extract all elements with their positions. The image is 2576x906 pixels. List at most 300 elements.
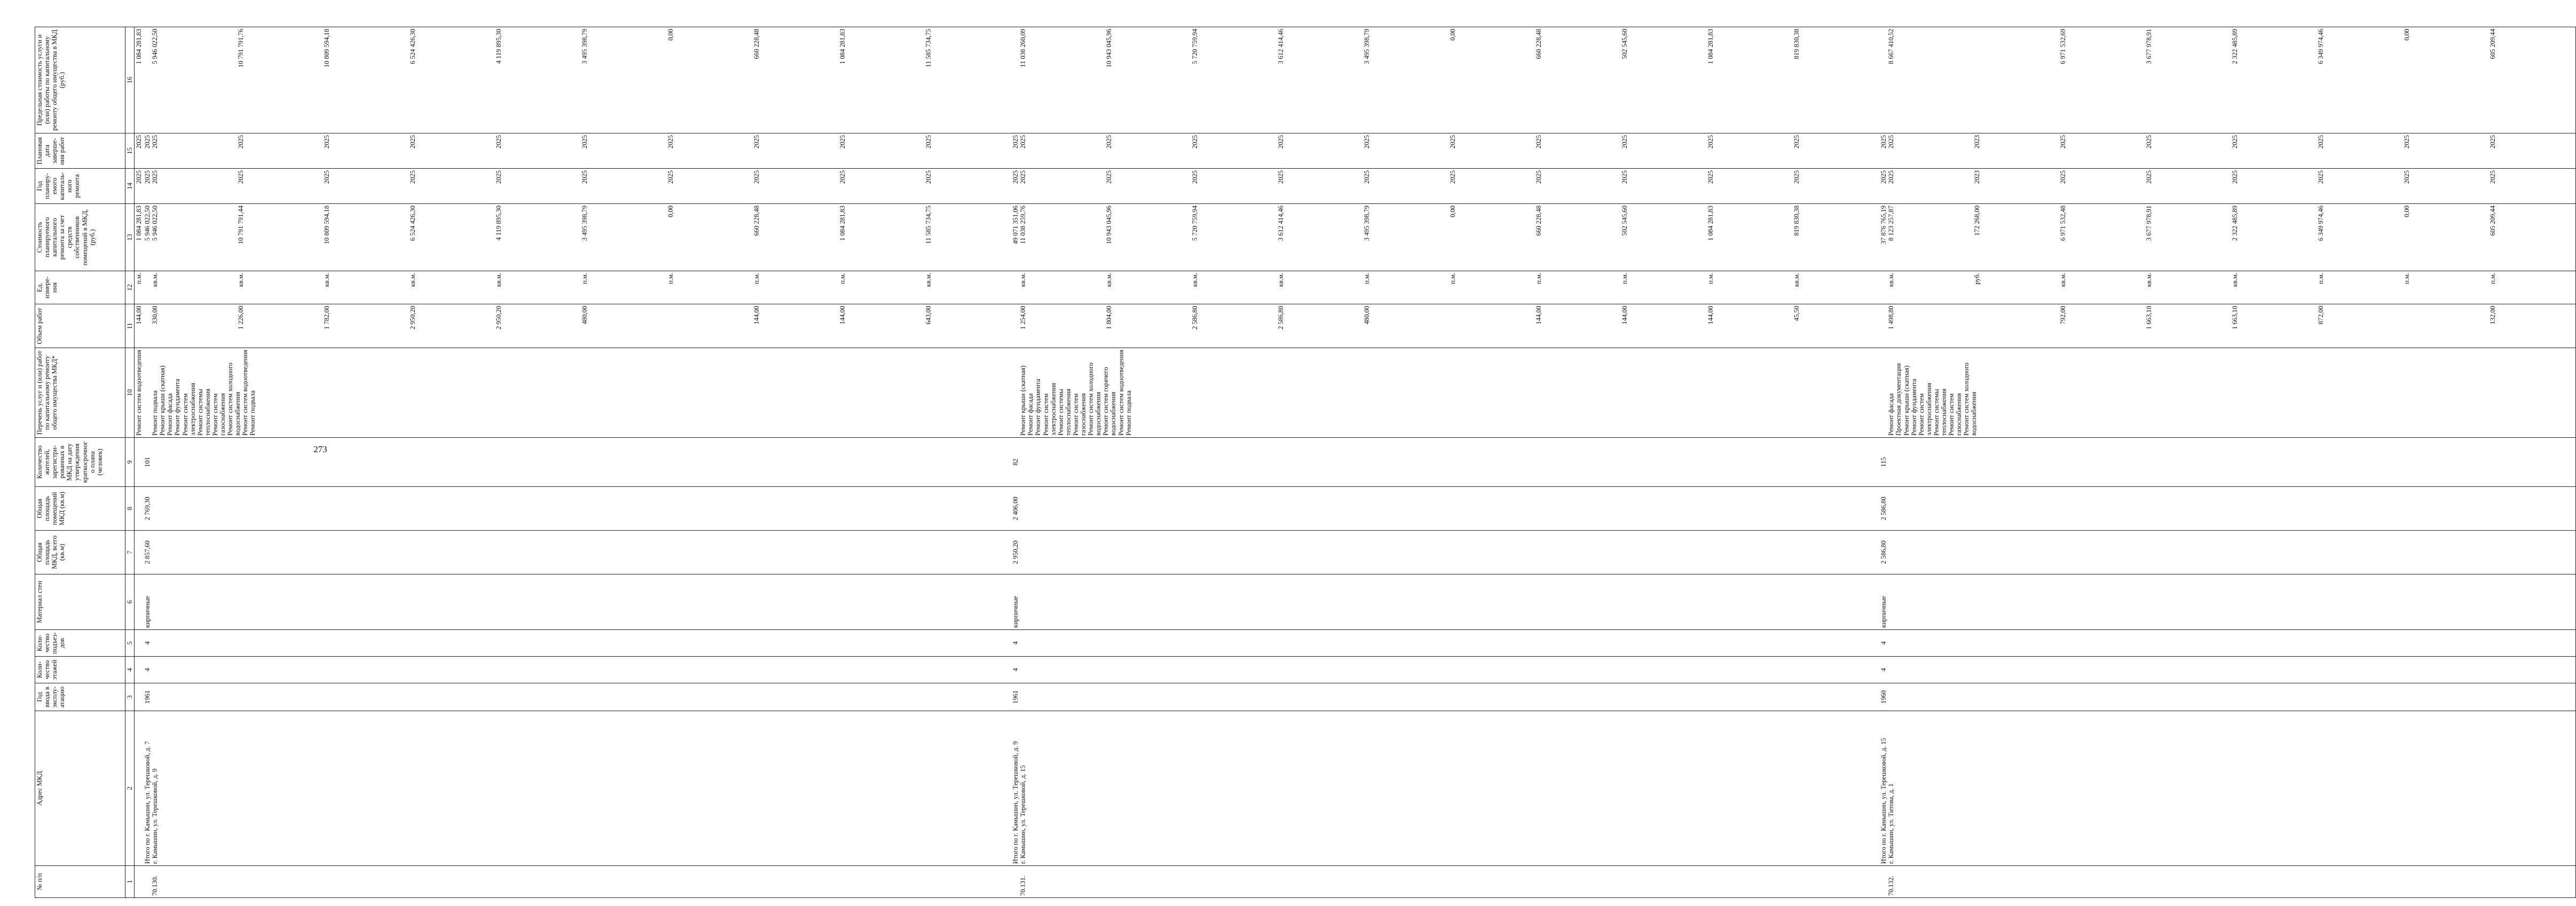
end-date: 2025 — [323, 135, 331, 149]
address-cell — [143, 711, 1011, 866]
column-header: Материал стен — [35, 574, 125, 630]
cost-value-column — [143, 204, 1011, 271]
cost-value: 5 946 022,50 — [151, 206, 159, 241]
work-name: Ремонт фундамента — [1034, 379, 1042, 436]
unit-value: п.м. — [2317, 273, 2325, 285]
building-row — [143, 27, 1011, 898]
cost-value: 605 209,44 — [2489, 206, 2497, 236]
column-header: Предельная стоимость услуги и (или) работы по капитальному ремонту общего имущества в МКД (руб.) — [35, 27, 125, 133]
work-name: Ремонт систем газоснабжения — [211, 393, 227, 436]
unit-value: кв.м. — [1191, 273, 1199, 287]
spacer — [1880, 350, 1887, 436]
column-header: Общая площадь помещений МКД (кв.м) — [35, 487, 125, 531]
work-name: Ремонт фундамента — [174, 379, 182, 436]
unit-value-column — [143, 271, 1011, 304]
resident-count-cell — [1011, 438, 1879, 487]
work-name: Ремонт системы теплоснабжения — [196, 388, 211, 436]
work-name: Ремонт систем холодного водоснабжения — [1087, 363, 1102, 436]
total-label: Итого по г. Камышин, ул. Терешковой, д. 7 — [144, 741, 152, 864]
end-date: 2025 — [1793, 135, 1801, 149]
table-row — [135, 27, 144, 898]
repair-year: 2025 — [2403, 170, 2411, 184]
limit-value: 11 038 260,09 — [1019, 29, 1027, 67]
resident-count: 115 — [1880, 457, 1888, 467]
wall-material-cell — [1011, 574, 1879, 630]
wall-material: кирпичные — [1880, 596, 1888, 628]
total-cost-value: 37 876 765,19 — [1880, 206, 1888, 245]
end-date: 2025 — [667, 135, 675, 149]
table-header — [35, 27, 135, 898]
total-area: 2 950,20 — [1012, 540, 1020, 564]
cost-value: 5 720 759,94 — [1191, 206, 1199, 241]
volume-value: 2 586,80 — [1191, 306, 1199, 330]
rooms-area: 2 586,80 — [1880, 497, 1888, 521]
end-cell — [135, 133, 144, 169]
column-number: 3 — [125, 683, 135, 711]
limit-value: 1 084 281,83 — [1707, 29, 1715, 65]
entrance-count: 4 — [144, 641, 152, 645]
volume-value-column — [1879, 304, 2576, 348]
column-header: Адрес МКД — [35, 711, 125, 866]
unit-value: п.м. — [581, 273, 589, 285]
volume-value — [2403, 306, 2489, 346]
work-name: Ремонт крыши (скатная) — [1019, 365, 1027, 436]
address: г. Камышин, ул. Титова, д. 1 — [1887, 783, 1895, 864]
floor-count-cell — [1011, 657, 1879, 683]
floor-count: 4 — [1012, 668, 1020, 672]
limit-value — [1973, 29, 2059, 131]
work-name: Ремонт крыши (скатная) — [159, 365, 167, 436]
volume-value: 330,00 — [151, 306, 159, 325]
end-date: 2025 — [495, 135, 503, 149]
end-date: 2025 — [409, 135, 417, 149]
total-cost-value: 5 946 022,50 — [144, 206, 152, 241]
work-name: Ремонт фасада — [166, 393, 174, 436]
column-number: 1 — [125, 866, 135, 898]
year-cell — [135, 169, 144, 204]
limit-value: 5 946 022,50 — [151, 29, 159, 65]
total-repair-year: 2025 — [144, 170, 152, 184]
end-date: 2025 — [135, 135, 143, 149]
column-number: 15 — [125, 133, 135, 169]
end-date: 2025 — [581, 135, 589, 149]
limit-value: 6 349 974,46 — [2317, 29, 2325, 65]
limit-value: 11 585 734,75 — [925, 29, 933, 67]
repair-year: 2025 — [667, 170, 675, 184]
work-name: Ремонт системы теплоснабжения — [1057, 388, 1072, 436]
total-label: Итого по г. Камышин, ул. Терешковой, д. 9 — [1012, 741, 1020, 864]
repair-year: 2025 — [753, 170, 761, 184]
spacer — [1880, 306, 1887, 346]
work-name: Ремонт фасада — [1887, 393, 1895, 436]
cost-value: 0,00 — [2403, 206, 2411, 218]
cost-value: 3 495 398,79 — [581, 206, 589, 241]
unit-value: кв.м. — [1887, 273, 1895, 287]
repair-year-column — [1011, 169, 1879, 204]
end-date: 2025 — [1621, 135, 1629, 149]
repair-year: 2025 — [1105, 170, 1113, 184]
volume-value: 643,00 — [925, 306, 933, 325]
work-name-cell — [135, 348, 144, 438]
unit-value: кв.м. — [2145, 273, 2153, 287]
volume-value: 1 254,00 — [1019, 306, 1027, 330]
commission-year-cell — [1011, 683, 1879, 711]
unit-value: кв.м. — [151, 273, 159, 287]
limit-value: 660 228,48 — [1535, 29, 1543, 59]
unit-value: кв.м. — [1105, 273, 1113, 287]
repair-year: 2025 — [839, 170, 847, 184]
end-date-column — [1879, 133, 2576, 169]
limit-value-column — [1879, 27, 2576, 133]
end-date: 2025 — [1707, 135, 1715, 149]
total-area-cell — [1011, 531, 1879, 574]
repair-year: 2025 — [1191, 170, 1199, 184]
repair-year: 2025 — [1277, 170, 1285, 184]
limit-value: 5 720 759,94 — [1191, 29, 1199, 65]
spacer — [144, 350, 151, 436]
row-number: 70.131. — [1019, 876, 1027, 896]
wall-material: кирпичные — [1012, 596, 1020, 628]
repair-year: 2023 — [1973, 170, 1981, 184]
end-date: 2025 — [2489, 135, 2497, 149]
rooms-area: 2 769,30 — [144, 497, 152, 521]
repair-year: 2025 — [409, 170, 417, 184]
unit-value: п.м. — [135, 273, 143, 285]
spacer — [144, 29, 151, 131]
work-name: Проектная документация — [1895, 363, 1903, 436]
unit-value: кв.м. — [237, 273, 245, 287]
volume-value: 1 498,80 — [1887, 306, 1895, 330]
commission-year-cell — [143, 683, 1011, 711]
end-date: 2025 — [1019, 135, 1027, 149]
total-end-date: 2025 — [144, 135, 152, 149]
limit-value: 4 119 895,30 — [495, 29, 503, 64]
cost-value: 11 038 259,76 — [1019, 206, 1027, 244]
volume-value — [1449, 306, 1535, 346]
cost-value-column — [1011, 204, 1879, 271]
cost-value: 10 943 045,96 — [1105, 206, 1113, 245]
column-number: 5 — [125, 630, 135, 657]
wall-material-cell — [143, 574, 1011, 630]
repair-year: 2025 — [135, 170, 143, 184]
entrance-count-cell — [1011, 630, 1879, 657]
unit-value: кв.м. — [1019, 273, 1027, 287]
column-number: 2 — [125, 711, 135, 866]
limit-value: 2 322 485,89 — [2231, 29, 2239, 65]
end-date: 2025 — [1535, 135, 1543, 149]
floor-count: 4 — [1880, 668, 1888, 672]
volume-value-column — [1011, 304, 1879, 348]
volume-value: 480,00 — [1363, 306, 1371, 325]
limit-value: 1 084 281,83 — [839, 29, 847, 65]
rooms-area-cell — [143, 487, 1011, 531]
spacer — [1012, 868, 1019, 896]
column-number: 16 — [125, 27, 135, 133]
total-area: 2 586,80 — [1880, 540, 1888, 564]
unit-value: п.м. — [2489, 273, 2497, 285]
repair-year: 2025 — [2059, 170, 2067, 184]
commission-year: 1961 — [144, 690, 152, 704]
limit-value: 0,00 — [1449, 29, 1457, 41]
work-name: Ремонт подвала — [1124, 390, 1132, 436]
empty-cell — [135, 531, 144, 574]
column-header: Коли-чество подъез-дов — [35, 630, 125, 657]
end-date: 2025 — [2145, 135, 2153, 149]
cost-value: 3 612 414,46 — [1277, 206, 1285, 241]
end-date: 2025 — [753, 135, 761, 149]
cost-value: 2 322 485,89 — [2231, 206, 2239, 241]
total-end-date: 2025 — [1880, 135, 1888, 149]
end-date-column — [1011, 133, 1879, 169]
volume-value: 792,00 — [2059, 306, 2067, 325]
limit-value: 10 791 791,76 — [237, 29, 245, 68]
total-cost-value: 49 071 351,06 — [1012, 206, 1020, 245]
unit-value: п.м. — [753, 273, 761, 285]
work-name: Ремонт систем холодного водоснабжения — [226, 363, 242, 436]
work-name: Ремонт систем холодного водоснабжения — [1963, 363, 1978, 436]
work-name: Ремонт фундамента — [1910, 379, 1918, 436]
volume-value: 2 950,20 — [495, 306, 503, 330]
volume-value — [667, 306, 753, 346]
limit-value: 0,00 — [667, 29, 675, 41]
limit-value: 8 667 410,52 — [1887, 29, 1895, 65]
column-number: 14 — [125, 169, 135, 204]
volume-value: 480,00 — [581, 306, 589, 325]
repair-year: 2025 — [1621, 170, 1629, 184]
row-number-cell — [143, 866, 1011, 898]
volume-cell — [135, 304, 144, 348]
spacer — [1880, 868, 1887, 896]
unit-value: п.м. — [1363, 273, 1371, 285]
spacer — [144, 273, 151, 302]
volume-value: 1 663,10 — [2231, 306, 2239, 330]
spacer — [1880, 273, 1887, 302]
cost-value: 0,00 — [667, 206, 675, 218]
end-date: 2025 — [2403, 135, 2411, 149]
unit-value: п.м. — [1621, 273, 1629, 285]
unit-value: п.м. — [1535, 273, 1543, 285]
end-date: 2023 — [1973, 135, 1981, 149]
work-name: Ремонт систем газоснабжения — [1948, 393, 1963, 436]
resident-count-cell — [1879, 438, 2576, 487]
total-area: 2 857,60 — [144, 540, 152, 564]
spacer — [144, 306, 151, 346]
header-row — [35, 27, 125, 898]
cost-value: 1 084 281,83 — [1707, 206, 1715, 241]
cost-value: 0,00 — [1449, 206, 1457, 218]
volume-value: 144,00 — [1621, 306, 1629, 325]
volume-value: 144,00 — [753, 306, 761, 325]
row-number-cell — [1879, 866, 2576, 898]
limit-value: 10 943 045,96 — [1105, 29, 1113, 68]
end-date: 2025 — [1363, 135, 1371, 149]
end-date: 2025 — [151, 135, 159, 149]
limit-value-column — [1011, 27, 1879, 133]
column-number: 12 — [125, 271, 135, 304]
volume-value — [1973, 306, 2059, 346]
limit-value: 1 084 281,83 — [135, 29, 143, 65]
work-name: Ремонт подвала — [151, 390, 159, 436]
repair-year-column — [143, 169, 1011, 204]
unit-value: кв.м. — [409, 273, 417, 287]
limit-value: 660 228,48 — [753, 29, 761, 59]
column-header: Общая площадь МКД, всего (кв.м) — [35, 531, 125, 574]
cost-value: 6 349 974,46 — [2317, 206, 2325, 241]
volume-value: 872,00 — [2317, 306, 2325, 325]
cost-value: 660 228,48 — [753, 206, 761, 236]
repair-year: 2025 — [1535, 170, 1543, 184]
work-name: Ремонт систем газоснабжения — [1072, 393, 1088, 436]
repair-year-column — [1879, 169, 2576, 204]
volume-value: 1 226,00 — [237, 306, 245, 330]
capital-repair-table — [35, 27, 2576, 898]
repair-year: 2025 — [2317, 170, 2325, 184]
limit-value: 10 809 594,18 — [323, 29, 331, 68]
end-date: 2025 — [2231, 135, 2239, 149]
limit-value: 0,00 — [2403, 29, 2411, 41]
work-name: Ремонт систем электроснабжения — [1042, 383, 1057, 436]
wall-material-cell — [1879, 574, 2576, 630]
commission-year: 1960 — [1880, 690, 1888, 704]
address: г. Камышин, ул. Терешковой, д. 15 — [1019, 765, 1027, 864]
row-number: 70.130. — [151, 876, 159, 896]
total-area-cell — [143, 531, 1011, 574]
total-end-date: 2025 — [1012, 135, 1020, 149]
limit-value-column — [143, 27, 1011, 133]
column-header: Стоимость планируемого капитального ремонта за счет средств собственников помещений в МКД, (руб.) — [35, 204, 125, 271]
total-label: Итого по г. Камышин, ул. Терешковой, д. 15 — [1880, 738, 1888, 864]
end-date-column — [143, 133, 1011, 169]
repair-year: 2025 — [1707, 170, 1715, 184]
work-name: Ремонт фасада — [1027, 393, 1035, 436]
end-date: 2025 — [1449, 135, 1457, 149]
unit-value: п.м. — [839, 273, 847, 285]
cost-value: 10 809 594,18 — [323, 206, 331, 245]
column-number: 6 — [125, 574, 135, 630]
volume-value: 144,00 — [839, 306, 847, 325]
cost-value: 3 677 978,91 — [2145, 206, 2153, 241]
table-body — [135, 27, 2576, 898]
resident-count-cell — [143, 438, 1011, 487]
cost-value: 1 084 281,83 — [839, 206, 847, 241]
work-name: Ремонт крыши (скатная) — [1902, 365, 1910, 436]
end-date: 2025 — [925, 135, 933, 149]
end-date: 2025 — [1277, 135, 1285, 149]
column-number: 7 — [125, 531, 135, 574]
cost-value: 502 545,60 — [1621, 206, 1629, 236]
repair-year: 2025 — [1019, 170, 1027, 184]
rotated-page — [10, 22, 2497, 904]
row-number-cell — [1011, 866, 1879, 898]
repair-year: 2025 — [581, 170, 589, 184]
cost-value: 1 084 281,83 — [135, 206, 143, 241]
repair-year: 2025 — [2145, 170, 2153, 184]
limit-value: 6 971 532,69 — [2059, 29, 2067, 65]
repair-year: 2025 — [151, 170, 159, 184]
volume-value: 144,00 — [135, 306, 143, 325]
end-date: 2025 — [1105, 135, 1113, 149]
cost-cell — [135, 204, 144, 271]
column-header: Плановая дата заверше-ния работ — [35, 133, 125, 169]
limit-value: 3 495 398,79 — [581, 29, 589, 65]
rooms-area-cell — [1879, 487, 2576, 531]
cost-value: 6 971 532,48 — [2059, 206, 2067, 241]
repair-year: 2025 — [2489, 170, 2497, 184]
limit-value: 819 830,38 — [1793, 29, 1801, 59]
spacer — [1012, 306, 1019, 346]
spacer — [1012, 29, 1019, 131]
limit-value: 3 495 398,79 — [1363, 29, 1371, 65]
column-header: Количество жителей, зарегистри-рованных в МКД на дату утверждения краткосрочног о плана (человек) — [35, 438, 125, 487]
unit-cell — [135, 271, 144, 304]
work-name: Ремонт систем горячего водоснабжения — [1102, 367, 1117, 436]
spacer — [1880, 29, 1887, 131]
repair-year: 2025 — [1887, 170, 1895, 184]
cost-value: 819 830,38 — [1793, 206, 1801, 236]
row-number: 70.132. — [1887, 876, 1895, 896]
column-number: 10 — [125, 348, 135, 438]
unit-value: руб. — [1973, 273, 1981, 285]
work-name: Ремонт систем электроснабжения — [181, 383, 196, 436]
limit-value: 3 677 978,91 — [2145, 29, 2153, 65]
page-number: 273 — [313, 444, 327, 454]
volume-value: 2 950,20 — [409, 306, 417, 330]
total-area-cell — [1879, 531, 2576, 574]
repair-year: 2025 — [925, 170, 933, 184]
work-name: Ремонт систем электроснабжения — [1917, 383, 1933, 436]
floor-count: 4 — [144, 668, 152, 672]
column-number: 13 — [125, 204, 135, 271]
floor-count-cell — [143, 657, 1011, 683]
end-date: 2025 — [2059, 135, 2067, 149]
volume-value: 132,00 — [2489, 306, 2497, 325]
unit-value: кв.м. — [925, 273, 933, 287]
end-date: 2025 — [237, 135, 245, 149]
work-name: Ремонт подвала — [249, 390, 257, 436]
rooms-area: 2 406,00 — [1012, 497, 1020, 521]
unit-value: п.м. — [2403, 273, 2411, 285]
unit-value: п.м. — [1707, 273, 1715, 285]
repair-year: 2025 — [495, 170, 503, 184]
work-name-column — [1879, 348, 2576, 438]
unit-value: кв.м. — [1793, 273, 1801, 287]
limit-value: 3 612 414,46 — [1277, 29, 1285, 65]
cost-value: 4 119 895,30 — [495, 206, 503, 241]
empty-cell — [135, 866, 144, 898]
address: г. Камышин, ул. Терешковой, д. 9 — [151, 768, 159, 864]
unit-value: кв.м. — [2059, 273, 2067, 287]
limit-value: 6 524 426,30 — [409, 29, 417, 65]
entrance-count: 4 — [1880, 641, 1888, 645]
unit-value: кв.м. — [323, 273, 331, 287]
column-number: 8 — [125, 487, 135, 531]
repair-year: 2025 — [1449, 170, 1457, 184]
wall-material: кирпичные — [144, 596, 152, 628]
empty-cell — [135, 487, 144, 531]
column-header: Ед. измере-ния — [35, 271, 125, 304]
column-number: 4 — [125, 657, 135, 683]
work-name: Ремонт систем водоотведения — [135, 350, 143, 436]
cost-value: 660 228,48 — [1535, 206, 1543, 236]
repair-year: 2025 — [237, 170, 245, 184]
column-header: Год планиру-емого капиталь-ного ремонта — [35, 169, 125, 204]
work-name: Ремонт системы теплоснабжения — [1932, 388, 1948, 436]
end-date: 2025 — [1191, 135, 1199, 149]
empty-cell — [135, 438, 144, 487]
repair-year: 2025 — [323, 170, 331, 184]
volume-value: 1 782,00 — [323, 306, 331, 330]
repair-year: 2025 — [1793, 170, 1801, 184]
